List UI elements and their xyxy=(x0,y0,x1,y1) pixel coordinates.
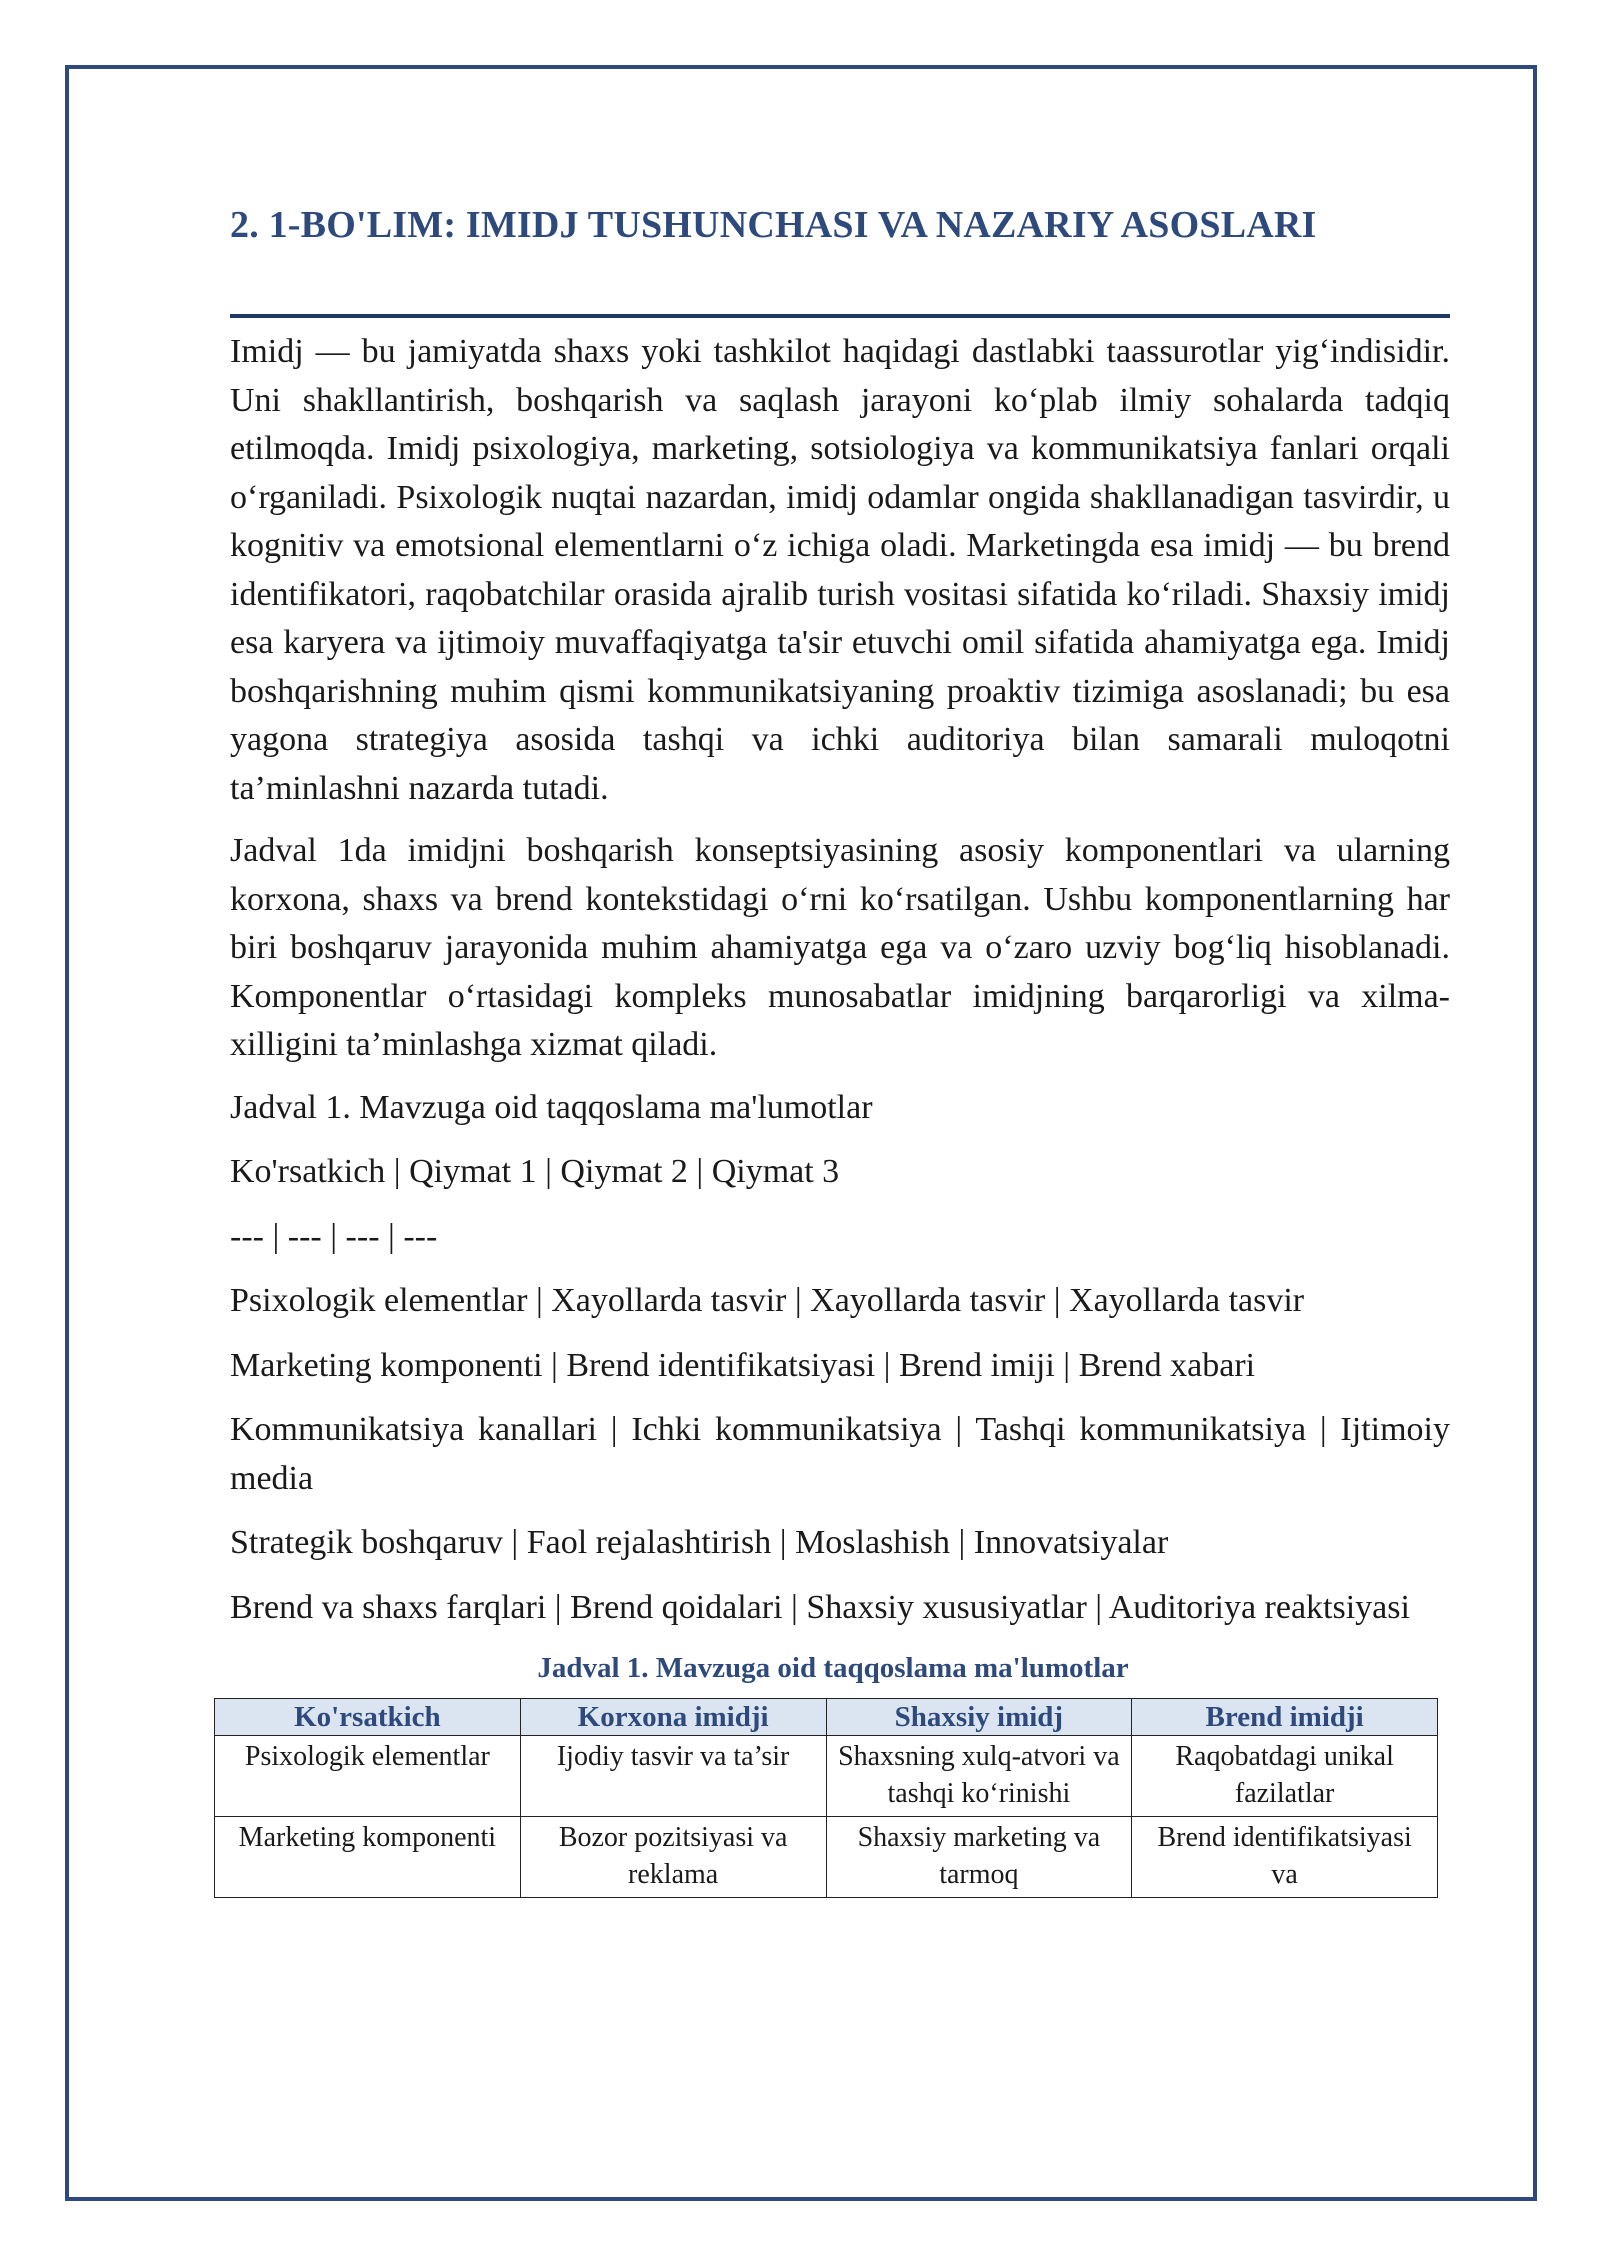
table-cell: Shaxsiy marketing va tarmoq xyxy=(826,1817,1132,1898)
table-row xyxy=(215,1736,1438,1817)
table-header-row xyxy=(215,1699,1438,1736)
text-table-row: Marketing komponenti | Brend identifikatsiyasi | Brend imiji | Brend xabari xyxy=(230,1346,1256,1384)
table-header-cell: Shaxsiy imidj xyxy=(826,1699,1132,1736)
table-cell: Psixologik elementlar xyxy=(215,1736,521,1817)
table-cell: Brend identifikatsiyasi va xyxy=(1132,1817,1438,1898)
paragraph-intro: Imidj — bu jamiyatda shaxs yoki tashkilot haqidagi dastlabki taassurotlar yig‘indisidir. Uni shakllantirish, boshqarish va saqlash jarayoni ko‘plab ilmiy sohalarda tadqiq etilmoqda. Imidj psixologiya, marketing, sotsiologiya va kommunikatsiya fanlari orqali o‘rganiladi. Psixologik nuqtai nazardan, imidj odamlar ongida shakllanadigan tasvirdir, u kognitiv va emotsional elementlarni o‘z ichiga oladi. Marketingda esa imidj — bu brend identifikatori, raqobatchilar orasida ajralib turish vositasi sifatida ko‘riladi. Shaxsiy imidj esa karyera va ijtimoiy muvaffaqiyatga ta'sir etuvchi omil sifatida ahamiyatga ega. Imidj boshqarishning muhim qismi kommunikatsiyaning proaktiv tizimiga asoslanadi; bu esa yagona strategiya asosida tashqi va ichki auditoriya bilan samarali muloqotni ta’minlashni nazarda tutadi. xyxy=(230,333,1450,807)
text-table-row: Kommunikatsiya kanallari | Ichki kommunikatsiya | Tashqi kommunikatsiya | Ijtimoiy media xyxy=(230,1411,1450,1497)
text-table-separator: --- | --- | --- | --- xyxy=(230,1217,438,1255)
comparison-table xyxy=(214,1698,1438,1898)
table-row xyxy=(215,1817,1438,1898)
table-cell: Marketing komponenti xyxy=(215,1817,521,1898)
table-cell: Raqobatdagi unikal fazilatlar xyxy=(1132,1736,1438,1817)
table-caption: Jadval 1. Mavzuga oid taqqoslama ma'lumotlar xyxy=(537,1652,1129,1684)
text-table-caption: Jadval 1. Mavzuga oid taqqoslama ma'lumotlar xyxy=(230,1088,873,1126)
table-cell: Bozor pozitsiyasi va reklama xyxy=(520,1817,826,1898)
heading-rule xyxy=(230,314,1450,318)
text-table-header-row: Ko'rsatkich | Qiymat 1 | Qiymat 2 | Qiymat 3 xyxy=(230,1153,840,1190)
table-header-cell: Ko'rsatkich xyxy=(215,1699,521,1736)
text-table-row: Strategik boshqaruv | Faol rejalashtirish | Moslashish | Innovatsiyalar xyxy=(230,1524,1169,1561)
text-table-row: Psixologik elementlar | Xayollarda tasvir | Xayollarda tasvir | Xayollarda tasvir xyxy=(230,1282,1305,1319)
table-header-cell: Korxona imidji xyxy=(520,1699,826,1736)
table-cell: Shaxsning xulq-atvori va tashqi ko‘rinishi xyxy=(826,1736,1132,1817)
table-cell: Ijodiy tasvir va ta’sir xyxy=(520,1736,826,1817)
section-heading: 2. 1-BO'LIM: IMIDJ TUSHUNCHASI VA NAZARIY ASOSLARI xyxy=(230,204,1317,246)
document-body xyxy=(230,180,1450,1898)
paragraph-table-reference: Jadval 1da imidjni boshqarish konseptsiyasining asosiy komponentlari va ularning korxona, shaxs va brend kontekstidagi o‘rni ko‘rsatilgan. Ushbu komponentlarning har biri boshqaruv jarayonida muhim ahamiyatga ega va o‘zaro uzviy bog‘liq hisoblanadi. Komponentlar o‘rtasidagi kompleks munosabatlar imidjning barqarorligi va xilma-xilligini ta’minlashga xizmat qiladi. xyxy=(230,832,1450,1063)
table-header-cell: Brend imidji xyxy=(1132,1699,1438,1736)
text-table-row: Brend va shaxs farqlari | Brend qoidalari | Shaxsiy xususiyatlar | Auditoriya reaktsiyasi xyxy=(230,1588,1410,1626)
